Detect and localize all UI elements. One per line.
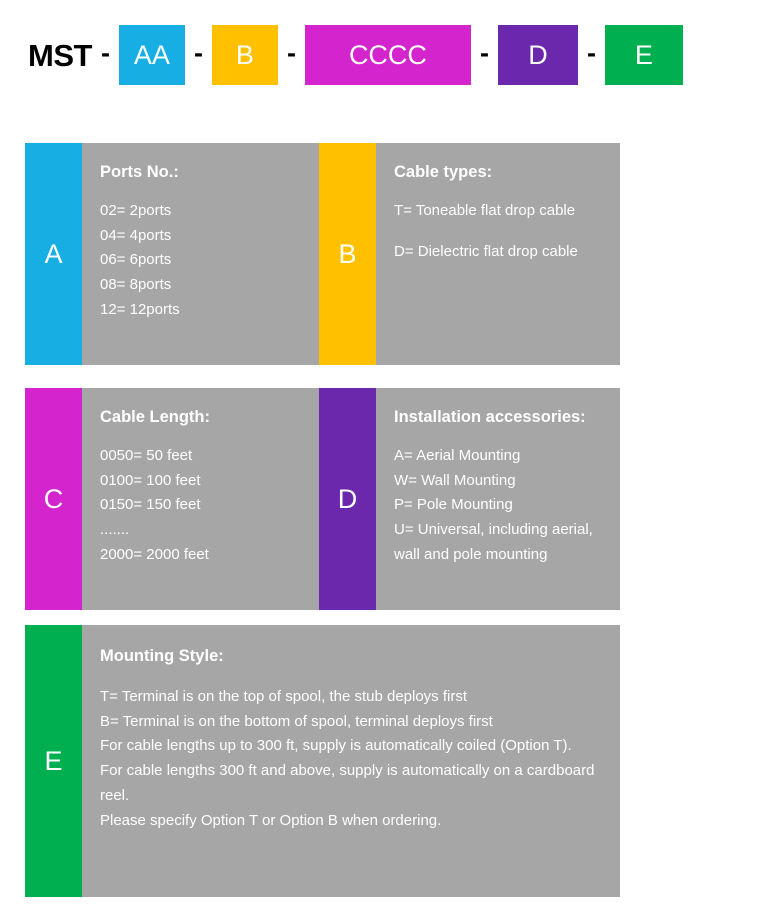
option-e-0: T= Terminal is on the top of spool, the stub deploys first [100,687,468,705]
code-chip-cccc[interactable]: CCCC [305,25,471,85]
section-content-e [82,625,620,897]
option-c-4: 2000= 2000 feet [100,545,209,563]
option-b-0: T= Toneable flat drop cable [394,201,576,219]
option-c-3: ....... [100,521,130,539]
section-letter-d: D [319,388,376,610]
option-d-1: W= Wall Mounting [394,471,516,489]
section-content-c [82,388,319,610]
legend-row-a-b [25,143,620,365]
section-content-d [376,388,620,610]
option-c-2: 0150= 150 feet [100,496,201,514]
legend-row-e [25,625,620,897]
option-c-0: 0050= 50 feet [100,446,193,464]
option-b-1: D= Dielectric flat drop cable [394,242,578,260]
code-separator-3: - [286,37,296,68]
section-title-a: Ports No.: [100,163,179,181]
section-letter-b: B [319,143,376,365]
code-prefix-label: MST [28,37,92,73]
option-d-2: P= Pole Mounting [394,496,513,514]
option-e-1: B= Terminal is on the bottom of spool, terminal deploys first [100,712,493,730]
option-c-1: 0100= 100 feet [100,471,201,489]
option-d-3: U= Universal, including aerial, wall and pole mounting [394,521,598,563]
section-letter-a: A [25,143,82,365]
option-d-0: A= Aerial Mounting [394,446,521,464]
code-separator-2: - [193,37,203,68]
code-chip-e[interactable]: E [605,25,683,85]
section-letter-c: C [25,388,82,610]
section-title-c: Cable Length: [100,408,210,426]
option-a-0: 02= 2ports [100,201,172,219]
section-title-e: Mounting Style: [100,647,224,665]
code-separator-4: - [479,37,489,68]
section-content-a [82,143,319,365]
option-e-2: For cable lengths up to 300 ft, supply is automatically coiled (Option T). [100,737,572,755]
product-code-formula [0,0,768,110]
section-content-b [376,143,620,365]
code-chip-d[interactable]: D [498,25,578,85]
code-separator-1: - [100,37,110,68]
option-a-4: 12= 12ports [100,300,180,318]
code-separator-5: - [586,37,596,68]
option-e-3: For cable lengths 300 ft and above, supply is automatically on a cardboard reel. [100,762,595,804]
option-a-1: 04= 4ports [100,226,172,244]
code-chip-aa[interactable]: AA [119,25,185,85]
option-a-2: 06= 6ports [100,251,172,269]
section-letter-e: E [25,625,82,897]
section-title-d: Installation accessories: [394,408,586,426]
legend-row-c-d [25,388,620,610]
option-a-3: 08= 8ports [100,276,172,294]
option-e-4: Please specify Option T or Option B when ordering. [100,811,442,829]
code-chip-b[interactable]: B [212,25,278,85]
section-title-b: Cable types: [394,163,493,181]
